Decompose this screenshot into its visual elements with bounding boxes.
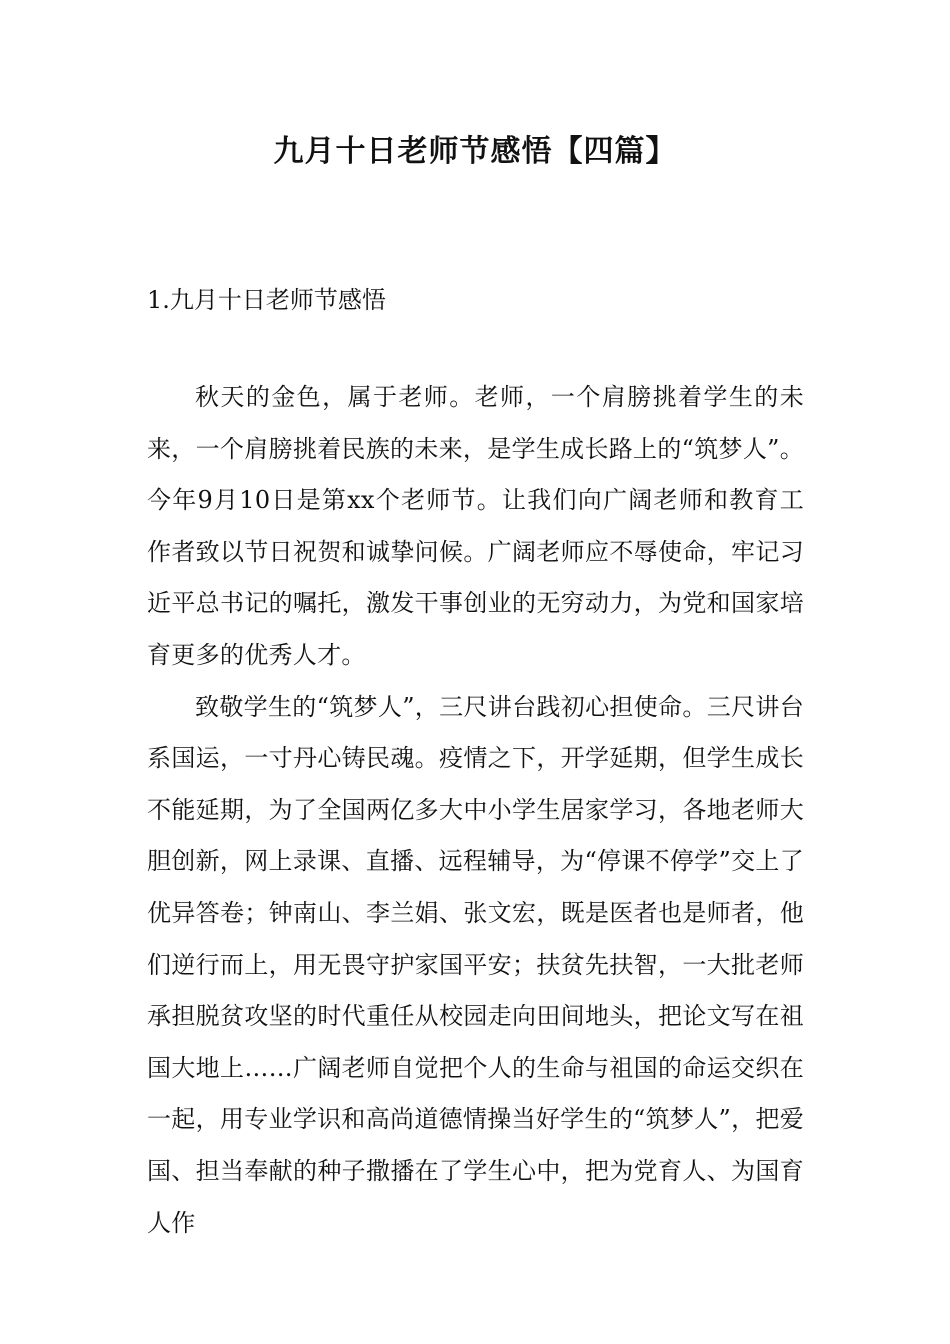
section-body xyxy=(147,372,804,1249)
paragraph-1: 秋天的金色，属于老师。老师，一个肩膀挑着学生的未来，一个肩膀挑着民族的未来，是学生成长路上的“筑梦人”。今年9月10日是第xx个老师节。让我们向广阔老师和教育工作者致以节日祝贺和诚挚问候。广阔老师应不辱使命，牢记习近平总书记的嘱托，激发干事创业的无穷动力，为党和国家培育更多的优秀人才。 xyxy=(147,383,804,669)
document-title: 九月十日老师节感悟【四篇】 xyxy=(273,134,677,169)
section-heading: 1.九月十日老师节感悟 xyxy=(147,286,386,314)
paragraph-2: 致敬学生的“筑梦人”，三尺讲台践初心担使命。三尺讲台系国运，一寸丹心铸民魂。疫情之下，开学延期，但学生成长不能延期，为了全国两亿多大中小学生居家学习，各地老师大胆创新，网上录课、直播、远程辅导，为“停课不停学”交上了优异答卷；钟南山、李兰娟、张文宏，既是医者也是师者，他们逆行而上，用无畏守护家国平安；扶贫先扶智，一大批老师承担脱贫攻坚的时代重任从校园走向田间地头，把论文写在祖国大地上……广阔老师自觉把个人的生命与祖国的命运交织在一起，用专业学识和高尚道德情操当好学生的“筑梦人”，把爱国、担当奉献的种子撒播在了学生心中，把为党育人、为国育人作 xyxy=(147,692,804,1237)
